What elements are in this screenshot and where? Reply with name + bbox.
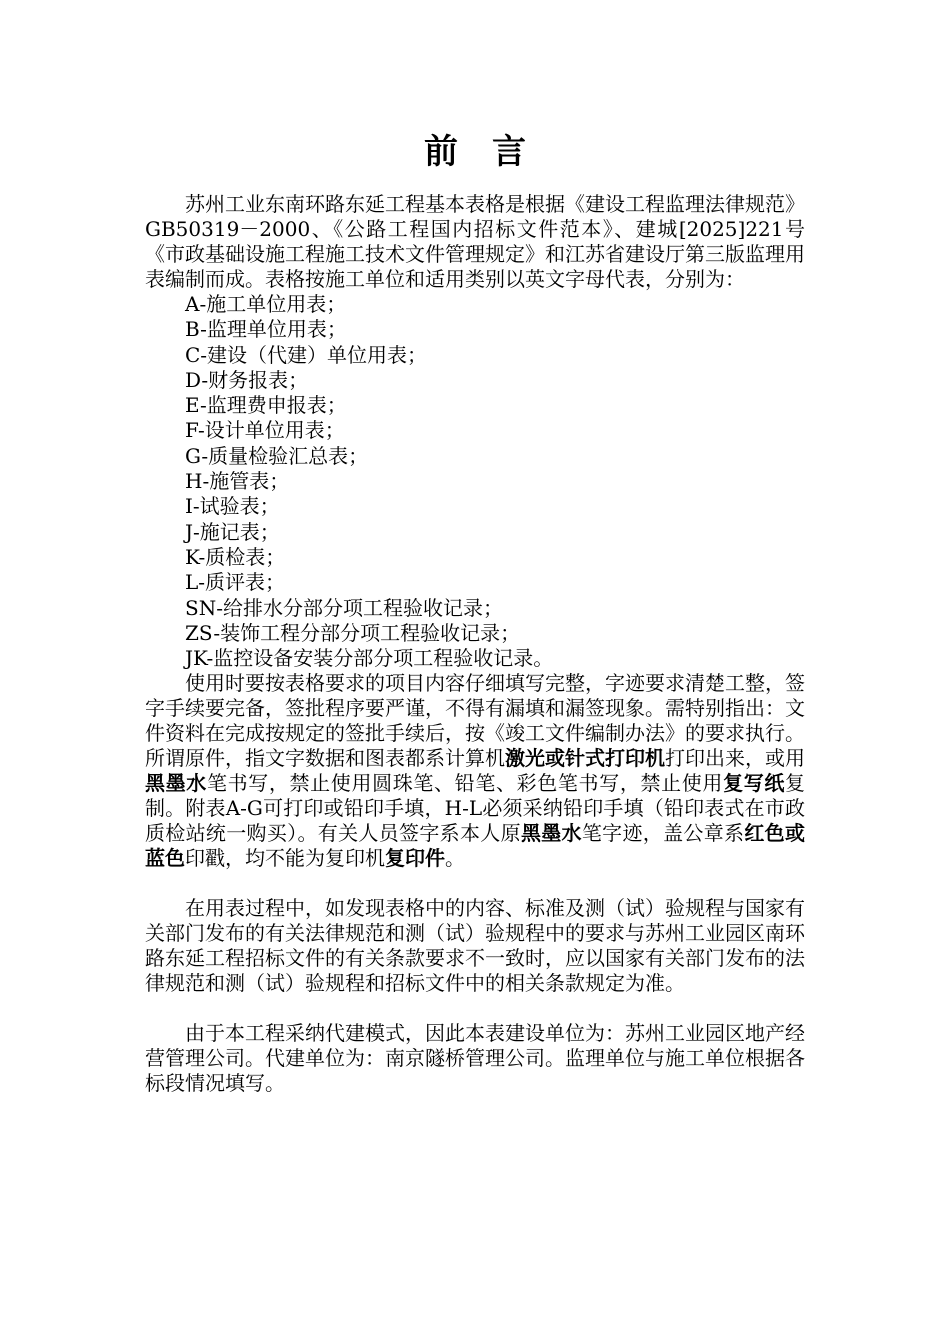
usage-text: 笔书写，禁止使用圆珠笔、铅笔、彩色笔书写，禁止使用 bbox=[206, 771, 724, 796]
usage-text: 使用时要按表格要求的项目内容仔细填写完整，字迹要求清楚工整，签字手续要完备，签批程序要严谨，不得有漏填和漏签现象。需特别指出：文件资料在完成按规定的签批手续后，按《竣工文件编制办法》的要求执行。所谓原件，指文字数据和图表都系计算机 bbox=[145, 671, 805, 771]
list-item: JK-监控设备安装分部分项工程验收记录。 bbox=[185, 646, 554, 671]
list-item: J-施记表； bbox=[185, 519, 280, 544]
intro-paragraph: 苏州工业东南环路东延工程基本表格是根据《建设工程监理法律规范》GB50319－2000、《公路工程国内招标文件范本》、建城[2025]221号《市政基础设施工程施工技术文件管理规定》和江苏省建设厅第三版监理用表编制而成。表格按施工单位和适用类别以英文字母代表，分别为： bbox=[145, 192, 805, 291]
list-item: I-试验表； bbox=[185, 494, 280, 519]
list-item: SN-给排水分部分项工程验收记录； bbox=[185, 595, 503, 620]
list-item: K-质检表； bbox=[185, 544, 286, 569]
list-item: C-建设（代建）单位用表； bbox=[185, 342, 428, 367]
usage-paragraph bbox=[145, 671, 805, 871]
emphasis-text: 黑墨水 bbox=[145, 771, 207, 796]
emphasis-text: 黑墨水 bbox=[520, 821, 582, 846]
paragraph-spacer bbox=[145, 996, 805, 1021]
precedence-paragraph: 在用表过程中，如发现表格中的内容、标准及测（试）验规程与国家有关部门发布的有关法律规范和测（试）验规程中的要求与苏州工业园区南环路东延工程招标文件的有关条款要求不一致时，应以国家有关部门发布的法律规范和测（试）验规程和招标文件中的相关条款规定为准。 bbox=[145, 896, 805, 996]
list-item: G-质量检验汇总表； bbox=[185, 443, 369, 468]
list-item: B-监理单位用表； bbox=[185, 317, 347, 342]
usage-text: 。 bbox=[445, 846, 465, 871]
list-item: A-施工单位用表； bbox=[185, 292, 347, 316]
emphasis-text: 复印件 bbox=[385, 846, 445, 871]
list-item: E-监理费申报表； bbox=[185, 393, 347, 418]
usage-text: 印戳，均不能为复印机 bbox=[185, 846, 385, 871]
list-item: D-财务报表； bbox=[185, 367, 309, 392]
usage-text: 复制。附表A-G可打印或铅印手填，H-L必须采纳铅印手填（铅印表式在市政质检站统一购买）。有关人员签字系本人原 bbox=[145, 771, 806, 846]
usage-text: 笔字迹，盖公章系 bbox=[581, 821, 745, 846]
list-item: F-设计单位用表； bbox=[185, 418, 345, 443]
usage-text: 打印出来，或用 bbox=[665, 746, 805, 771]
page-title: 前言 bbox=[424, 132, 560, 172]
category-list bbox=[145, 292, 805, 671]
emphasis-text: 复写纸 bbox=[723, 771, 786, 796]
organization-paragraph: 由于本工程采纳代建模式，因此本表建设单位为：苏州工业园区地产经营管理公司。代建单位为：南京隧桥管理公司。监理单位与施工单位根据各标段情况填写。 bbox=[145, 1021, 805, 1096]
list-item: H-施管表； bbox=[185, 469, 290, 494]
document-page bbox=[145, 130, 805, 1096]
list-item: ZS-装饰工程分部分项工程验收记录； bbox=[185, 620, 521, 645]
emphasis-text: 激光或针式打印机 bbox=[505, 746, 665, 771]
paragraph-spacer bbox=[145, 871, 805, 896]
emphasis-text: 红色或蓝色 bbox=[145, 821, 805, 871]
list-item: L-质评表； bbox=[185, 570, 286, 595]
